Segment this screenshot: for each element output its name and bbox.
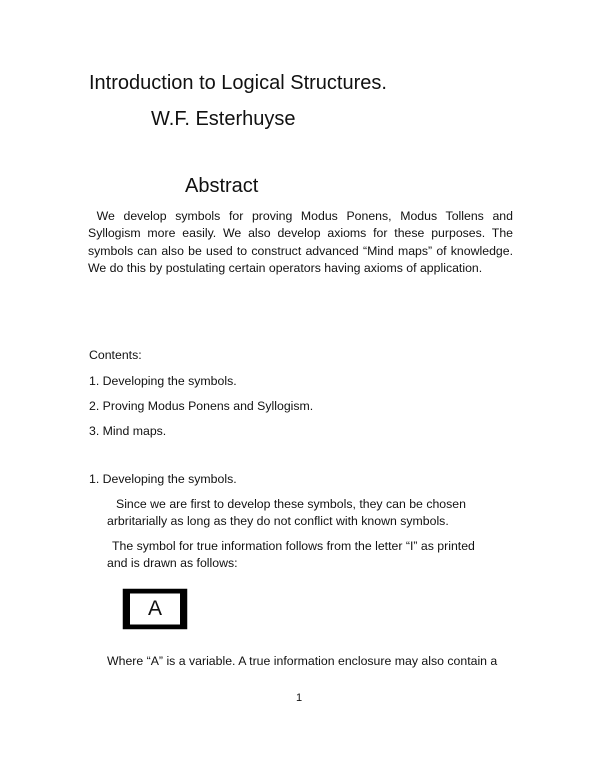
abstract-body [88,208,513,278]
document-author: W.F. Esterhuyse [151,108,296,130]
paragraph-line: Since we are first to develop these symbols, they can be chosen [116,497,466,511]
contents-item: 2. Proving Modus Ponens and Syllogism. [89,399,314,413]
paragraph-line: and is drawn as follows: [107,556,238,570]
document-title: Introduction to Logical Structures. [89,72,387,94]
true-information-enclosure [122,588,188,630]
abstract-heading: Abstract [185,175,259,197]
contents-item: 3. Mind maps. [89,424,167,438]
paragraph-line: The symbol for true information follows from the letter “I” as printed [112,539,475,553]
paragraph-line: Where “A” is a variable. A true information enclosure may also contain a [107,654,498,668]
page-number: 1 [296,692,303,704]
contents-item: 1. Developing the symbols. [89,374,237,388]
section-heading: 1. Developing the symbols. [89,472,237,486]
contents-heading: Contents: [89,348,142,362]
abstract-text: We develop symbols for proving Modus Ponens, Modus Tollens and Syllogism more easily. We also develop axioms for these purposes. The symbols can also be used to construct advanced “Mind maps” of knowledge. We do this by postulating certain operators having axioms of application. [88,209,513,276]
paragraph-line: arbritarially as long as they do not conflict with known symbols. [107,514,449,528]
enclosure-variable: A [147,597,162,620]
